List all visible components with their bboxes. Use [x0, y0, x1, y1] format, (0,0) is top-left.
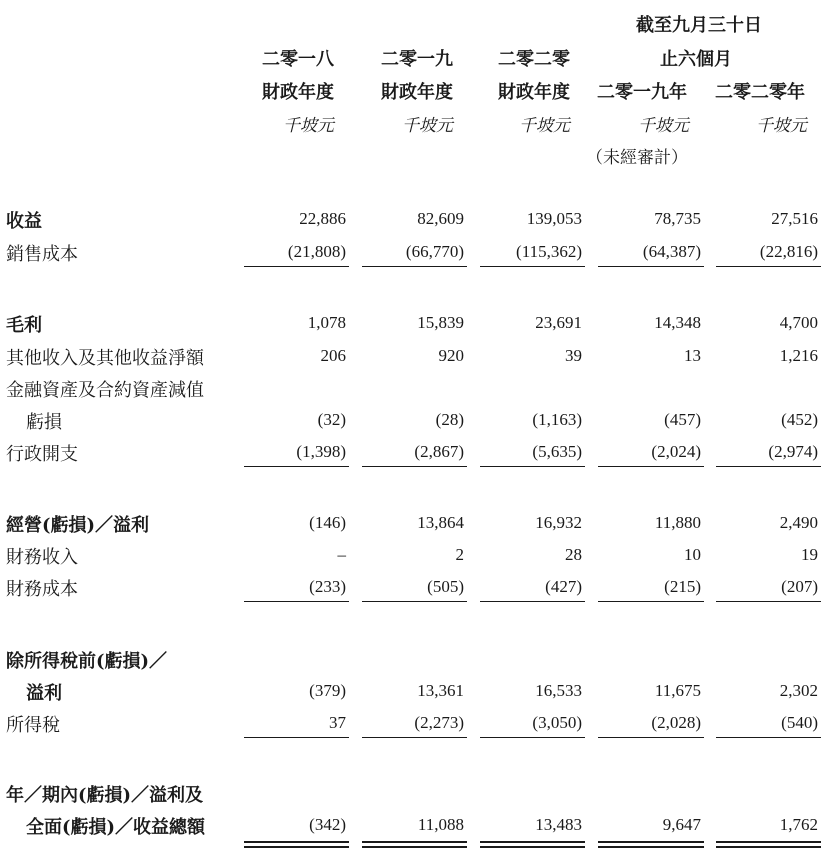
value-cell: (64,387) — [642, 242, 701, 261]
double-underline — [362, 841, 467, 848]
value-cell: (2,273) — [414, 713, 464, 732]
value-cell: (207) — [781, 577, 818, 596]
value-cell: 11,880 — [654, 513, 701, 532]
value-cell: 920 — [438, 346, 464, 365]
single-underline — [244, 737, 349, 738]
value-cell: 78,735 — [654, 209, 701, 228]
value-cell: 1,078 — [307, 313, 346, 332]
value-cell: (21,808) — [287, 242, 346, 261]
value-cell: (215) — [664, 577, 701, 596]
col-3-unit: 千坡元 — [519, 116, 570, 136]
value-cell: 2 — [455, 545, 464, 564]
value-cell: (66,770) — [405, 242, 464, 261]
value-cell: (28) — [435, 410, 464, 429]
value-cell: 13,483 — [535, 815, 582, 834]
single-underline — [598, 266, 704, 267]
value-cell: (233) — [309, 577, 346, 596]
row-label-gross-profit: 毛利 — [6, 315, 42, 336]
value-cell: (457) — [664, 410, 701, 429]
col-4-unaudited-note: （未經審計） — [586, 148, 688, 168]
value-cell: 28 — [565, 545, 582, 564]
single-underline — [362, 466, 467, 467]
single-underline — [716, 266, 821, 267]
value-cell: 11,088 — [417, 815, 464, 834]
single-underline — [598, 601, 704, 602]
value-cell: 16,533 — [535, 681, 582, 700]
value-cell: (452) — [781, 410, 818, 429]
row-label-pretax-l1: 除所得稅前(虧損)／ — [6, 651, 168, 672]
row-label-finance-income: 財務收入 — [6, 547, 78, 568]
col-3-header-line1: 二零二零 — [498, 49, 570, 70]
col-3-header-line2: 財政年度 — [498, 82, 570, 103]
value-cell: (32) — [317, 410, 346, 429]
value-cell: (2,024) — [651, 442, 701, 461]
row-label-cost-of-sales: 銷售成本 — [6, 244, 78, 265]
single-underline — [244, 466, 349, 467]
value-cell: (2,974) — [768, 442, 818, 461]
value-cell: (146) — [309, 513, 346, 532]
col-4-header-line2: 二零一九年 — [597, 82, 687, 103]
value-cell: 23,691 — [535, 313, 582, 332]
single-underline — [362, 737, 467, 738]
single-underline — [598, 466, 704, 467]
value-cell: 1,762 — [779, 815, 818, 834]
value-cell: 2,490 — [779, 513, 818, 532]
period-group-line1: 截至九月三十日 — [636, 15, 762, 36]
value-cell: 22,886 — [299, 209, 346, 228]
value-cell: (342) — [309, 815, 346, 834]
value-cell: (379) — [309, 681, 346, 700]
col-1-unit: 千坡元 — [283, 116, 334, 136]
single-underline — [716, 601, 821, 602]
row-label-admin-expenses: 行政開支 — [6, 444, 78, 465]
row-label-operating-result: 經營(虧損)／溢利 — [6, 515, 150, 536]
value-cell: 13 — [684, 346, 701, 365]
value-cell: 10 — [684, 545, 701, 564]
col-1-header-line2: 財政年度 — [262, 82, 334, 103]
col-5-unit: 千坡元 — [756, 116, 807, 136]
period-group-line2: 止六個月 — [660, 49, 732, 70]
double-underline — [716, 841, 821, 848]
value-cell: 13,361 — [417, 681, 464, 700]
value-cell: (540) — [781, 713, 818, 732]
value-cell: 39 — [565, 346, 582, 365]
single-underline — [480, 601, 585, 602]
row-label-finance-costs: 財務成本 — [6, 579, 78, 600]
single-underline — [716, 466, 821, 467]
value-cell: 37 — [329, 713, 346, 732]
row-label-revenue: 收益 — [6, 211, 42, 232]
single-underline — [362, 601, 467, 602]
value-cell: (22,816) — [759, 242, 818, 261]
row-label-impairment-l1: 金融資產及合約資產減值 — [6, 380, 204, 401]
double-underline — [244, 841, 349, 848]
row-label-income-tax: 所得稅 — [6, 715, 60, 736]
double-underline — [598, 841, 704, 848]
value-cell: 139,053 — [526, 209, 582, 228]
value-cell: 16,932 — [535, 513, 582, 532]
single-underline — [244, 266, 349, 267]
value-cell: (505) — [427, 577, 464, 596]
value-cell: 82,609 — [417, 209, 464, 228]
row-label-total-l2: 全面(虧損)／收益總額 — [26, 817, 206, 838]
single-underline — [598, 737, 704, 738]
value-cell: 4,700 — [779, 313, 818, 332]
value-cell: (3,050) — [532, 713, 582, 732]
col-2-header-line1: 二零一九 — [381, 49, 453, 70]
col-5-header-line2: 二零二零年 — [715, 82, 805, 103]
col-2-unit: 千坡元 — [402, 116, 453, 136]
single-underline — [480, 266, 585, 267]
row-label-total-l1: 年／期內(虧損)／溢利及 — [6, 785, 204, 806]
value-cell: (1,398) — [296, 442, 346, 461]
value-cell: (115,362) — [516, 242, 582, 261]
value-cell: 1,216 — [779, 346, 818, 365]
single-underline — [244, 601, 349, 602]
col-1-header-line1: 二零一八 — [262, 49, 334, 70]
value-cell: (2,867) — [414, 442, 464, 461]
single-underline — [480, 737, 585, 738]
value-cell: 2,302 — [779, 681, 818, 700]
value-cell: (5,635) — [532, 442, 582, 461]
single-underline — [480, 466, 585, 467]
value-cell: 206 — [320, 346, 346, 365]
double-underline — [480, 841, 585, 848]
value-cell: (427) — [545, 577, 582, 596]
value-cell: 13,864 — [417, 513, 464, 532]
value-cell: (2,028) — [651, 713, 701, 732]
col-4-unit: 千坡元 — [638, 116, 689, 136]
row-label-pretax-l2: 溢利 — [26, 683, 62, 704]
value-cell: 27,516 — [771, 209, 818, 228]
value-cell: 9,647 — [662, 815, 701, 834]
value-cell: 19 — [801, 545, 818, 564]
value-cell: – — [337, 545, 346, 564]
value-cell: (1,163) — [532, 410, 582, 429]
row-label-impairment-l2: 虧損 — [26, 412, 62, 433]
value-cell: 15,839 — [417, 313, 464, 332]
value-cell: 11,675 — [654, 681, 701, 700]
col-2-header-line2: 財政年度 — [381, 82, 453, 103]
single-underline — [716, 737, 821, 738]
single-underline — [362, 266, 467, 267]
row-label-other-income: 其他收入及其他收益淨額 — [6, 348, 204, 369]
value-cell: 14,348 — [654, 313, 701, 332]
